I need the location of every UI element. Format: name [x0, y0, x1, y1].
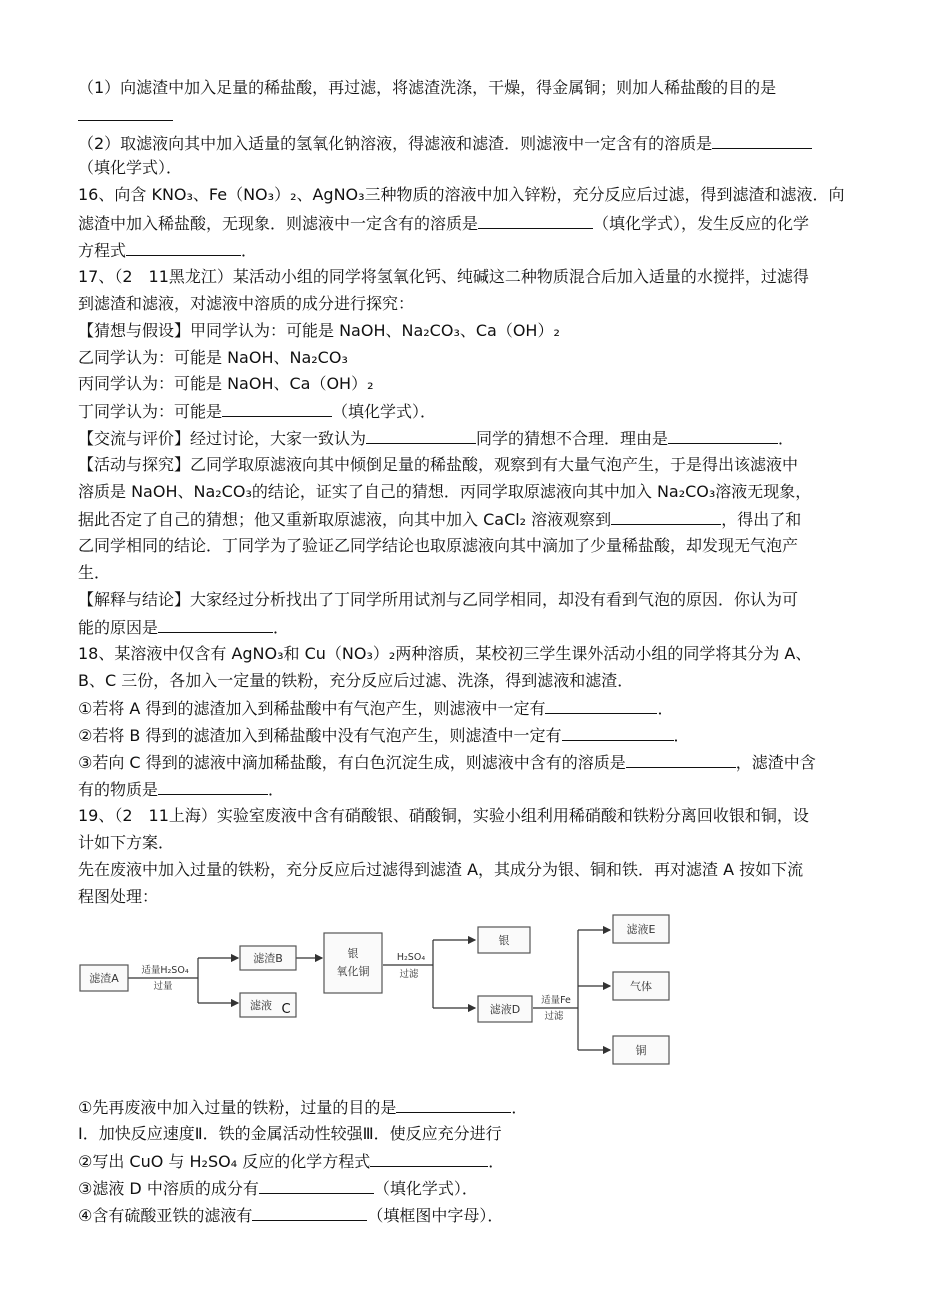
flow-chart — [78, 905, 698, 1075]
q19-sub3: ③滤液 D 中溶质的成分有 （填化学式）． — [78, 1179, 478, 1198]
answer-blank[interactable] — [366, 427, 476, 444]
q17-line13: 【解释与结论】大家经过分析找出了丁同学所用试剂与乙同学相同，却没有看到气泡的原因．你认为可 — [78, 590, 799, 609]
q16-line2: 滤渣中加入稀盐酸，无现象．则滤液中一定含有的溶质是 （填化学式），发生反应的化学 — [78, 214, 810, 233]
q19-line1: 19、（2 11上海）实验室废液中含有硝酸银、硝酸铜，实验小组利用稀硝酸和铁粉分离回收银和铜，设 — [78, 806, 809, 825]
flow-label-a: 滤渣A — [89, 972, 119, 985]
flow-arrow1-bot: 过量 — [153, 981, 173, 992]
q15-line1: （1）向滤渣中加入足量的稀盐酸，再过滤，将滤渣洗涤，干燥，得金属铜；则加人稀盐酸的目的是 — [78, 78, 777, 97]
q18-line3: ①若将 A 得到的滤渣加入到稀盐酸中有气泡产生，则滤液中一定有 ． — [78, 699, 674, 718]
q17-line7: 【交流与评价】经过讨论，大家一致认为 同学的猜想不合理．理由是 ． — [78, 429, 795, 448]
answer-blank[interactable] — [668, 427, 778, 444]
answer-blank[interactable] — [158, 778, 268, 795]
answer-blank[interactable] — [222, 400, 332, 417]
q15-blank1-line — [78, 104, 173, 127]
q15-line3: （填化学式）． — [78, 158, 183, 177]
q17-line2: 到滤渣和滤液，对滤液中溶质的成分进行探究： — [78, 294, 415, 313]
flow-arrow3-bot: 过滤 — [544, 1011, 564, 1022]
flow-arrow1-top: 适量H₂SO₄ — [141, 965, 189, 976]
flow-label-cu: 铜 — [635, 1044, 647, 1057]
q17-line10: 据此否定了自己的猜想；他又重新取原滤液，向其中加入 CaCl₂ 溶液观察到 ，得出了和 — [78, 510, 802, 529]
flow-label-c-letter: C — [281, 1002, 291, 1017]
answer-blank[interactable] — [478, 212, 593, 229]
answer-blank[interactable] — [545, 697, 657, 714]
q18-line1: 18、某溶液中仅含有 AgNO₃和 Cu（NO₃）₂两种溶质，某校初三学生课外活动小组的同学将其分为 A、 — [78, 644, 812, 663]
answer-blank[interactable] — [396, 1096, 511, 1113]
q16-line3: 方程式 ． — [78, 241, 258, 260]
q17-line6: 丁同学认为：可能是 （填化学式）． — [78, 402, 437, 421]
q19-line3: 先在废液中加入过量的铁粉，充分反应后过滤得到滤渣 A，其成分为银、铜和铁．再对滤渣 A 按如下流 — [78, 860, 804, 879]
answer-blank[interactable] — [562, 724, 674, 741]
q17-line5: 丙同学认为：可能是 NaOH、Ca（OH）₂ — [78, 374, 374, 393]
q18-line2: B、C 三份，各加入一定量的铁粉，充分反应后过滤、洗涤，得到滤液和滤渣． — [78, 671, 634, 690]
flow-arrow3-top: 适量Fe — [541, 995, 571, 1006]
q17-line14: 能的原因是 ． — [78, 618, 290, 637]
flow-arrow2-top: H₂SO₄ — [396, 952, 426, 963]
flow-label-d: 滤液D — [489, 1003, 521, 1016]
answer-blank[interactable] — [126, 239, 241, 256]
q19-line4: 程图处理： — [78, 887, 159, 906]
answer-blank[interactable] — [158, 616, 273, 633]
flow-label-mid2: 氧化铜 — [336, 965, 370, 978]
answer-blank[interactable] — [252, 1204, 367, 1221]
q19-options: Ⅰ．加快反应速度Ⅱ．铁的金属活动性较强Ⅲ．使反应充分进行 — [78, 1124, 502, 1143]
q17-line9: 溶质是 NaOH、Na₂CO₃的结论，证实了自己的猜想．丙同学取原滤液向其中加入 Na₂CO₃溶液无现象， — [78, 482, 812, 501]
q18-line6: 有的物质是 ． — [78, 780, 285, 799]
flow-label-gas: 气体 — [630, 980, 652, 993]
answer-blank[interactable] — [78, 104, 173, 121]
q17-line3: 【猜想与假设】甲同学认为：可能是 NaOH、Na₂CO₃、Ca（OH）₂ — [78, 321, 560, 340]
flow-label-silver: 银 — [498, 934, 510, 947]
q19-sub4: ④含有硫酸亚铁的滤液有 （填框图中字母）． — [78, 1206, 504, 1225]
answer-blank[interactable] — [259, 1177, 374, 1194]
q15-line2: （2）取滤液向其中加入适量的氢氧化钠溶液，得滤液和滤渣．则滤液中一定含有的溶质是 — [78, 132, 812, 155]
answer-blank[interactable] — [626, 751, 736, 768]
q17-line12: 生． — [78, 563, 111, 582]
answer-blank[interactable] — [370, 1150, 488, 1167]
q17-line11: 乙同学相同的结论．丁同学为了验证乙同学结论也取原滤液向其中滴加了少量稀盐酸，却发现无气泡产 — [78, 536, 799, 555]
q16-line1: 16、向含 KNO₃、Fe（NO₃）₂、AgNO₃三种物质的溶液中加入锌粉，充分反应后过滤，得到滤渣和滤液．向 — [78, 185, 845, 204]
flow-label-mid1: 银 — [347, 947, 359, 960]
flow-box-mid — [324, 933, 382, 993]
q19-sub2: ②写出 CuO 与 H₂SO₄ 反应的化学方程式 ． — [78, 1152, 505, 1171]
answer-blank[interactable] — [712, 132, 812, 149]
flow-label-b: 滤渣B — [253, 952, 283, 965]
q17-line4: 乙同学认为：可能是 NaOH、Na₂CO₃ — [78, 348, 348, 367]
q17-line1: 17、（2 11黑龙江）某活动小组的同学将氢氧化钙、纯碱这二种物质混合后加入适量的水搅拌，过滤得 — [78, 267, 809, 286]
flow-label-e: 滤液E — [626, 923, 656, 936]
q19-line2: 计如下方案． — [78, 833, 175, 852]
flow-arrow2-bot: 过滤 — [399, 969, 419, 980]
q17-line8: 【活动与探究】乙同学取原滤液向其中倾倒足量的稀盐酸，观察到有大量气泡产生，于是得出该滤液中 — [78, 455, 799, 474]
q19-sub1: ①先再废液中加入过量的铁粉，过量的目的是 ． — [78, 1098, 528, 1117]
q18-line5: ③若向 C 得到的滤液中滴加稀盐酸，有白色沉淀生成，则滤液中含有的溶质是 ，滤渣中含 — [78, 753, 816, 772]
answer-blank[interactable] — [611, 508, 721, 525]
q18-line4: ②若将 B 得到的滤渣加入到稀盐酸中没有气泡产生，则滤渣中一定有 ． — [78, 726, 690, 745]
flow-label-c: 滤液 — [250, 999, 272, 1012]
